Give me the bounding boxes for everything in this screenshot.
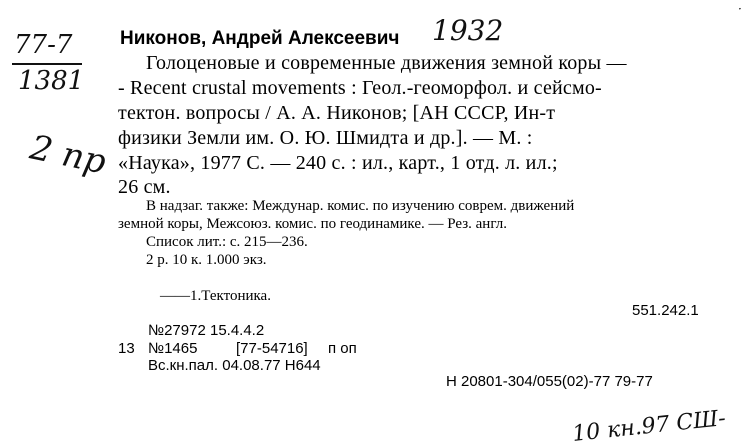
subject-heading: ——1.Тектоника. [160, 288, 271, 304]
call-number-bottom: 1381 [18, 66, 85, 96]
udc-code: 551.242.1 [632, 302, 699, 319]
description-line-1: Голоценовые и современные движения земной коры — [146, 52, 627, 74]
description-line-3: тектон. вопросы / А. А. Никонов; [АН СССР, Ин-т [118, 102, 556, 124]
call-number-top: 77-7 [14, 30, 73, 60]
lccn: [77-54716] [236, 340, 308, 357]
description-line-6: 26 см. [118, 176, 171, 198]
index-code: Н 20801-304/055(02)-77 79-77 [446, 373, 653, 390]
price-note: 2 р. 10 к. 1.000 экз. [146, 252, 267, 268]
description-line-2: - Recent crustal movements : Геол.-геоморфол. и сейсмо- [118, 77, 602, 99]
description-line-5: «Наука», 1977 С. — 240 с. : ил., карт., 1 отд. л. ил.; [118, 152, 558, 174]
record-number: №27972 15.4.4.2 [148, 322, 265, 339]
call-number-divider [12, 63, 82, 65]
corner-mark: · [738, 2, 742, 16]
note-line-2: земной коры, Межсоюз. комис. по геодинамике. — Рез. англ. [118, 216, 507, 232]
chamber-line: Вс.кн.пал. 04.08.77 Н644 [148, 357, 321, 374]
description-line-4: физики Земли им. О. Ю. Шмидта и др.]. — М. : [118, 127, 533, 149]
author-heading: Никонов, Андрей Алексеевич [120, 28, 400, 49]
shelf-number: 13 [118, 340, 135, 357]
shelf-flag: п оп [328, 340, 357, 357]
handwritten-year: 1932 [432, 14, 504, 47]
note-line-1: В надзаг. также: Междунар. комис. по изучению соврем. движений [146, 198, 575, 214]
shelf-code: №1465 [148, 340, 198, 357]
bibliography-note: Список лит.: с. 215—236. [146, 234, 308, 250]
handwritten-note-bottom: 10 кн.97 СШ- [571, 406, 727, 447]
handwritten-note-left: 2 пр [26, 127, 110, 183]
